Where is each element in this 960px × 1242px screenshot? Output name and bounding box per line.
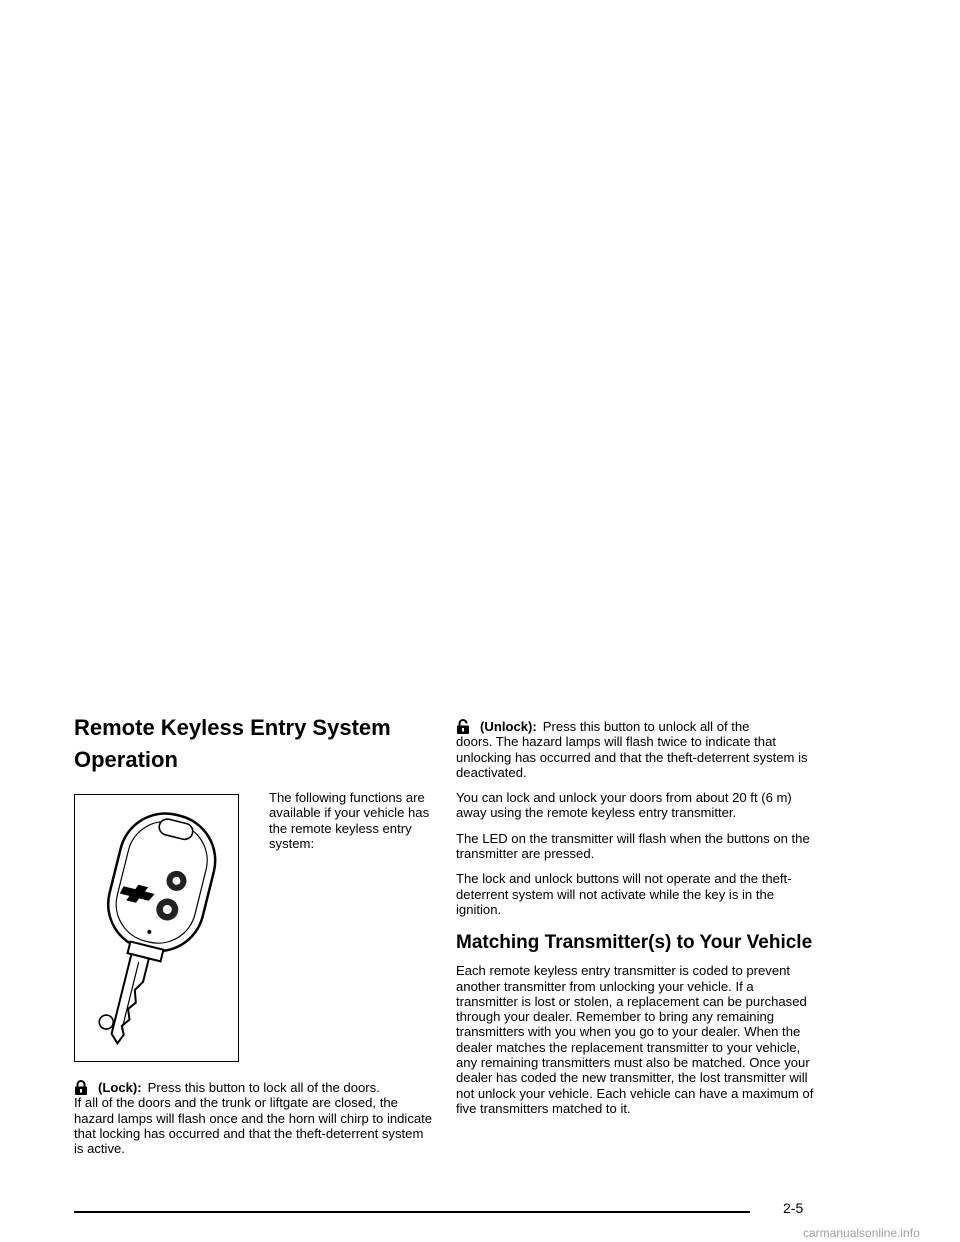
page-number: 2-5 [783, 1200, 804, 1216]
figure-row [74, 790, 436, 1064]
lock-text-line1: Press this button to lock all of the doors. [147, 1080, 380, 1095]
unlock-text-line1: Press this button to unlock all of the [542, 719, 750, 734]
watermark: carmanualsonline.info [803, 1226, 920, 1240]
matching-paragraph: Each remote keyless entry transmitter is coded to prevent another transmitter from unlocking your vehicle. If a transmitter is lost or stolen, a replacement can be purchased through your dealer. Remember to bring any remaining transmitters with you when you go to your dealer. When the dealer matches the replacement transmitter to your vehicle, any remaining transmitters must also be matched. Once your dealer has coded the new transmitter, the lost transmitter will not unlock your vehicle. Each vehicle can have a maximum of five transmitters matched to it. [456, 963, 814, 1116]
key-fob-icon [75, 795, 237, 1060]
unlock-term: (Unlock): [480, 719, 537, 734]
lock-paragraph [74, 1080, 436, 1156]
padlock-open-icon [456, 719, 470, 734]
footer-rule [74, 1211, 750, 1213]
section-title-line2: Operation [74, 747, 178, 772]
key-fob-figure [74, 794, 239, 1062]
led-paragraph: The LED on the transmitter will flash when the buttons on the transmitter are pressed. [456, 830, 810, 862]
section-title [74, 712, 436, 776]
unlock-text-rest: doors. The hazard lamps will flash twice to indicate that unlocking has occurred and that the theft-deterrent system is deactivated. [456, 734, 808, 780]
right-column [456, 719, 818, 1126]
ignition-paragraph: The lock and unlock buttons will not operate and the theft-deterrent system will not activate while the key is in the ignition. [456, 871, 792, 917]
section-title-line1: Remote Keyless Entry System [74, 715, 391, 740]
lock-term: (Lock): [98, 1080, 142, 1095]
intro-text: The following functions are available if your vehicle has the remote keyless entry system: [269, 790, 430, 851]
range-paragraph: You can lock and unlock your doors from about 20 ft (6 m) away using the remote keyless entry transmitter. [456, 790, 792, 821]
padlock-closed-icon [74, 1080, 88, 1095]
unlock-paragraph [456, 719, 818, 780]
lock-text-rest: If all of the doors and the trunk or liftgate are closed, the hazard lamps will flash once and the horn will chirp to indicate that locking has occurred and that the theft-deterrent system is active. [74, 1095, 433, 1157]
left-column [74, 712, 436, 1166]
matching-title: Matching Transmitter(s) to Your Vehicle [456, 932, 813, 954]
